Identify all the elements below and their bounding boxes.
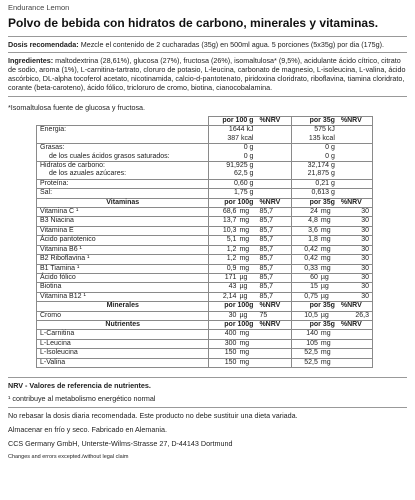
nutrients-row: [37, 339, 373, 348]
header-nrv: %NRV: [256, 320, 291, 329]
value-per35: [291, 217, 338, 226]
nutrient-name: Cromo: [37, 311, 209, 320]
amount: 0,33: [304, 264, 318, 272]
nutrient-name: B2 Riboflavina ¹: [37, 255, 209, 264]
value-per100: 0 g: [209, 153, 256, 162]
ingredients-value: maltodextrina (28,61%), glucosa (27%), fructosa (26%), isomaltulosa* (9,5%), acidulante ácido cítrico, citrato de sodio, aroma (1%), L-carnitina-tartrato, cloruro de potasio, L-leucina, carbonato de magnesio, L-isoleucina, L-valina, ácido ascórbico, DL-alpha tocoferol acetato, nicotinamida, calcio-d-pantotenato, piridoxina cloridrato, riboflavina, tiamina cloridrato, corante (beta-caroteno), ácido fólico, tricloruro de cromo, biotina, cianocobalamina.: [8, 56, 406, 92]
amount: 150: [224, 358, 237, 366]
header-per100: por 100g: [209, 320, 256, 329]
ingredients-label: Ingredientes:: [8, 56, 54, 65]
unit: µg: [239, 273, 248, 281]
dosage-text: [8, 40, 407, 49]
unit: mg: [320, 226, 331, 234]
vitamins-row: [37, 255, 373, 264]
nrv-per35: 30: [338, 217, 373, 226]
unit: mg: [320, 339, 331, 347]
nrv-per35: [338, 339, 373, 348]
nrv-empty: [338, 189, 373, 198]
nutrition-row: [37, 189, 373, 198]
nrv-per100: 85,7: [256, 226, 291, 235]
value-per100: 62,5 g: [209, 170, 256, 179]
nutrient-name: L-Isoleucina: [37, 349, 209, 358]
unit: mg: [320, 255, 331, 263]
unit: µg: [239, 311, 248, 319]
value-per100: 1,75 g: [209, 189, 256, 198]
nrv-per100: 85,7: [256, 264, 291, 273]
unit: mg: [239, 349, 250, 357]
value-per100: [209, 273, 256, 282]
amount: 10,5: [304, 311, 318, 319]
unit: mg: [320, 217, 331, 225]
unit: mg: [239, 236, 250, 244]
nrv-per35: 30: [338, 245, 373, 254]
value-per100: [209, 226, 256, 235]
header-nrv: %NRV: [338, 320, 373, 329]
value-per100: [209, 349, 256, 358]
value-per100: [209, 358, 256, 367]
nutrient-name: [37, 135, 209, 144]
value-per35: 21,875 g: [291, 170, 338, 179]
nutrient-name: L-Leucina: [37, 339, 209, 348]
unit: µg: [239, 283, 248, 291]
vitamins-row: [37, 273, 373, 282]
footer: [8, 411, 407, 462]
nrv-per35: [338, 349, 373, 358]
value-per100: [209, 236, 256, 245]
nutrient-name: Ácido fólico: [37, 273, 209, 282]
amount: 300: [224, 339, 237, 347]
divider: [8, 96, 407, 97]
unit: mg: [239, 245, 250, 253]
divider: [8, 36, 407, 37]
isomaltulose-note: *Isomaltulosa fuente de glucosa y fructosa.: [8, 103, 146, 112]
nrv-empty: [256, 189, 291, 198]
amount: 140: [306, 330, 318, 338]
header-per100: por 100g: [209, 302, 256, 311]
nrv-per35: 30: [338, 292, 373, 301]
vitamins-row: [37, 208, 373, 217]
nutrient-name: L-Carnitina: [37, 330, 209, 339]
value-per35: [291, 255, 338, 264]
nrv-per100: 85,7: [256, 208, 291, 217]
nrv-per100: [256, 358, 291, 367]
legend: [8, 377, 407, 408]
value-per35: [291, 311, 338, 320]
nutrient-name: B3 Niacina: [37, 217, 209, 226]
value-per35: [291, 245, 338, 254]
value-per35: 0 g: [291, 153, 338, 162]
value-per100: [209, 208, 256, 217]
unit: mg: [239, 264, 250, 272]
nutrition-row: [37, 126, 373, 135]
nrv-per100: [256, 330, 291, 339]
header-per35: por 35g: [291, 320, 338, 329]
divider: [8, 407, 407, 408]
nutrient-name: Sal:: [37, 189, 209, 198]
nrv-empty: [338, 179, 373, 188]
amount: 105: [306, 339, 318, 347]
amount: 24: [310, 208, 318, 216]
amount: 3,6: [308, 226, 318, 234]
amount: 52,5: [304, 358, 318, 366]
nrv-empty: [338, 135, 373, 144]
divider: [8, 377, 407, 378]
header-nrv: %NRV: [338, 117, 373, 126]
value-per35: 135 kcal: [291, 135, 338, 144]
amount: 68,6: [222, 208, 237, 216]
unit: mg: [239, 339, 250, 347]
value-per35: 575 kJ: [291, 126, 338, 135]
nrv-per100: 85,7: [256, 283, 291, 292]
unit: mg: [320, 358, 331, 366]
value-per35: [291, 273, 338, 282]
nutrient-name: B1 Tiamina ¹: [37, 264, 209, 273]
amount: 0,42: [304, 255, 318, 263]
header-per35: por 35g: [291, 198, 338, 207]
unit: mg: [239, 358, 250, 366]
nrv-empty: [338, 153, 373, 162]
header-per100: por 100g: [209, 198, 256, 207]
nutrient-name: Ácido pantotenico: [37, 236, 209, 245]
unit: mg: [320, 236, 331, 244]
amount: 1,2: [226, 245, 237, 253]
nutrient-name: Vitamina B6 ¹: [37, 245, 209, 254]
unit: mg: [239, 208, 250, 216]
nrv-empty: [256, 144, 291, 153]
nutrients-row: [37, 358, 373, 367]
nrv-empty: [256, 135, 291, 144]
nutrient-name: Hidratos de carbono:: [37, 162, 209, 171]
storage-text: Almacenar en frío y seco. Fabricado en Alemania.: [8, 424, 168, 434]
amount: 0,42: [304, 245, 318, 253]
nrv-per100: 85,7: [256, 292, 291, 301]
unit: µg: [320, 283, 329, 291]
nrv-per35: 26,3: [338, 311, 373, 320]
amount: 30: [228, 311, 237, 319]
dosage-value: Mezcle el contenido de 2 cucharadas (35g) en 500ml agua. 5 porciones (5x35g) por dia (175g).: [80, 40, 384, 49]
nrv-per35: 30: [338, 273, 373, 282]
nrv-per100: 85,7: [256, 273, 291, 282]
amount: 150: [224, 349, 237, 357]
nrv-empty: [256, 179, 291, 188]
header-per35: por 35g: [291, 302, 338, 311]
value-per35: 0,21 g: [291, 179, 338, 188]
header-nrv: %NRV: [338, 198, 373, 207]
ingredients-text: [8, 56, 407, 92]
unit: mg: [239, 255, 250, 263]
nrv-per35: 30: [338, 255, 373, 264]
vitamins-row: [37, 283, 373, 292]
nrv-per35: 30: [338, 283, 373, 292]
unit: mg: [320, 349, 331, 357]
nutrient-name: Vitamina E: [37, 226, 209, 235]
nutrition-table-body: [37, 117, 373, 368]
amount: 15: [310, 283, 318, 291]
nutrition-row: [37, 170, 373, 179]
nutrient-name: Biotina: [37, 283, 209, 292]
minerals-header-row: [37, 302, 373, 311]
nutrition-row: [37, 153, 373, 162]
section-title: Nutrientes: [37, 320, 209, 329]
nrv-per100: [256, 339, 291, 348]
value-per100: [209, 283, 256, 292]
vitamins-row: [37, 226, 373, 235]
unit: mg: [320, 330, 331, 338]
unit: mg: [239, 330, 250, 338]
nutrition-row: [37, 162, 373, 171]
value-per100: [209, 311, 256, 320]
nrv-per100: 75: [256, 311, 291, 320]
value-per100: 1644 kJ: [209, 126, 256, 135]
value-per35: [291, 330, 338, 339]
amount: 1,8: [308, 236, 318, 244]
nrv-per100: 85,7: [256, 217, 291, 226]
nrv-per35: 30: [338, 226, 373, 235]
vitamins-row: [37, 264, 373, 273]
value-per35: [291, 264, 338, 273]
value-per100: [209, 245, 256, 254]
nrv-per35: 30: [338, 236, 373, 245]
value-per35: 0,613 g: [291, 189, 338, 198]
value-per35: 32,174 g: [291, 162, 338, 171]
unit: µg: [320, 273, 329, 281]
dosage-label: Dosis recomendada:: [8, 40, 79, 49]
header-per35: por 35g: [291, 117, 338, 126]
header-nrv: %NRV: [256, 117, 291, 126]
nrv-per35: [338, 330, 373, 339]
warning-text: No rebasar la dosis diaria recomendada. Este producto no debe sustituir una dieta variada.: [8, 410, 298, 420]
nrv-per35: [338, 358, 373, 367]
footnote: ¹ contribuye al metabolismo energético normal: [8, 393, 156, 403]
nutrient-name: Grasas:: [37, 144, 209, 153]
header-blank: [37, 117, 209, 126]
unit: mg: [320, 208, 331, 216]
amount: 0,9: [226, 264, 237, 272]
section-title: Vitaminas: [37, 198, 209, 207]
nutrient-name: Proteína:: [37, 179, 209, 188]
minerals-row: [37, 311, 373, 320]
amount: 171: [224, 273, 237, 281]
value-per100: 0,60 g: [209, 179, 256, 188]
nrv-empty: [338, 126, 373, 135]
amount: 5,1: [226, 236, 237, 244]
value-per35: 0 g: [291, 144, 338, 153]
amount: 2,14: [222, 292, 237, 300]
value-per100: [209, 339, 256, 348]
header-nrv: %NRV: [338, 302, 373, 311]
nutrients-row: [37, 330, 373, 339]
unit: µg: [320, 292, 329, 300]
amount: 0,75: [304, 292, 318, 300]
nutrients-header-row: [37, 320, 373, 329]
value-per100: [209, 292, 256, 301]
unit: mg: [320, 245, 331, 253]
value-per100: [209, 255, 256, 264]
value-per100: [209, 330, 256, 339]
vitamins-row: [37, 245, 373, 254]
amount: 52,5: [304, 349, 318, 357]
nutrition-table: [36, 116, 373, 368]
nrv-empty: [256, 162, 291, 171]
nutrition-row: [37, 179, 373, 188]
nutrient-name: de los azuales azúcares:: [37, 170, 209, 179]
amount: 13,7: [222, 217, 237, 225]
nrv-per100: 85,7: [256, 245, 291, 254]
nutrient-name: Vitamina B12 ¹: [37, 292, 209, 301]
vitamins-row: [37, 292, 373, 301]
nrv-empty: [256, 126, 291, 135]
nrv-per100: [256, 349, 291, 358]
product-line: Endurance Lemon: [8, 3, 70, 12]
nrv-per100: 85,7: [256, 255, 291, 264]
nrv-empty: [256, 170, 291, 179]
value-per35: [291, 292, 338, 301]
nrv-empty: [338, 170, 373, 179]
amount: 43: [228, 283, 237, 291]
table-header-row: [37, 117, 373, 126]
value-per35: [291, 226, 338, 235]
nrv-per100: 85,7: [256, 236, 291, 245]
value-per35: [291, 358, 338, 367]
nutrients-row: [37, 349, 373, 358]
vitamins-header-row: [37, 198, 373, 207]
nrv-legend: NRV - Valores de referencia de nutrientes.: [8, 380, 151, 390]
value-per35: [291, 208, 338, 217]
nrv-empty: [338, 144, 373, 153]
nutrient-name: Energia:: [37, 126, 209, 135]
value-per100: [209, 264, 256, 273]
disclaimer: Changes and errors excepted./without legal claim: [8, 453, 129, 460]
value-per100: 387 kcal: [209, 135, 256, 144]
unit: mg: [239, 217, 250, 225]
nrv-empty: [338, 162, 373, 171]
value-per35: [291, 283, 338, 292]
value-per100: [209, 217, 256, 226]
unit: µg: [239, 292, 248, 300]
section-title: Minerales: [37, 302, 209, 311]
header-nrv: %NRV: [256, 198, 291, 207]
unit: µg: [320, 311, 329, 319]
value-per35: [291, 349, 338, 358]
nutrient-name: de los cuales ácidos grasos saturados:: [37, 153, 209, 162]
nrv-empty: [256, 153, 291, 162]
nrv-per35: 30: [338, 264, 373, 273]
nutrient-name: Vitamina C ¹: [37, 208, 209, 217]
vitamins-row: [37, 217, 373, 226]
value-per35: [291, 236, 338, 245]
company-address: CCS Germany GmbH, Unterste-Wilms-Strasse 27, D-44143 Dortmund: [8, 438, 233, 448]
value-per100: 0 g: [209, 144, 256, 153]
amount: 10,3: [222, 226, 237, 234]
amount: 400: [224, 330, 237, 338]
amount: 4,8: [308, 217, 318, 225]
nutrition-row: [37, 144, 373, 153]
divider: [8, 52, 407, 53]
value-per35: [291, 339, 338, 348]
nutrition-row: [37, 135, 373, 144]
unit: mg: [320, 264, 331, 272]
amount: 1,2: [226, 255, 237, 263]
unit: mg: [239, 226, 250, 234]
nrv-per35: 30: [338, 208, 373, 217]
value-per100: 91,925 g: [209, 162, 256, 171]
page-title: Polvo de bebida con hidratos de carbono, minerales y vitaminas.: [8, 16, 379, 30]
vitamins-row: [37, 236, 373, 245]
header-nrv: %NRV: [256, 302, 291, 311]
header-per100: por 100 g: [209, 117, 256, 126]
amount: 60: [310, 273, 318, 281]
nutrient-name: L-Valina: [37, 358, 209, 367]
